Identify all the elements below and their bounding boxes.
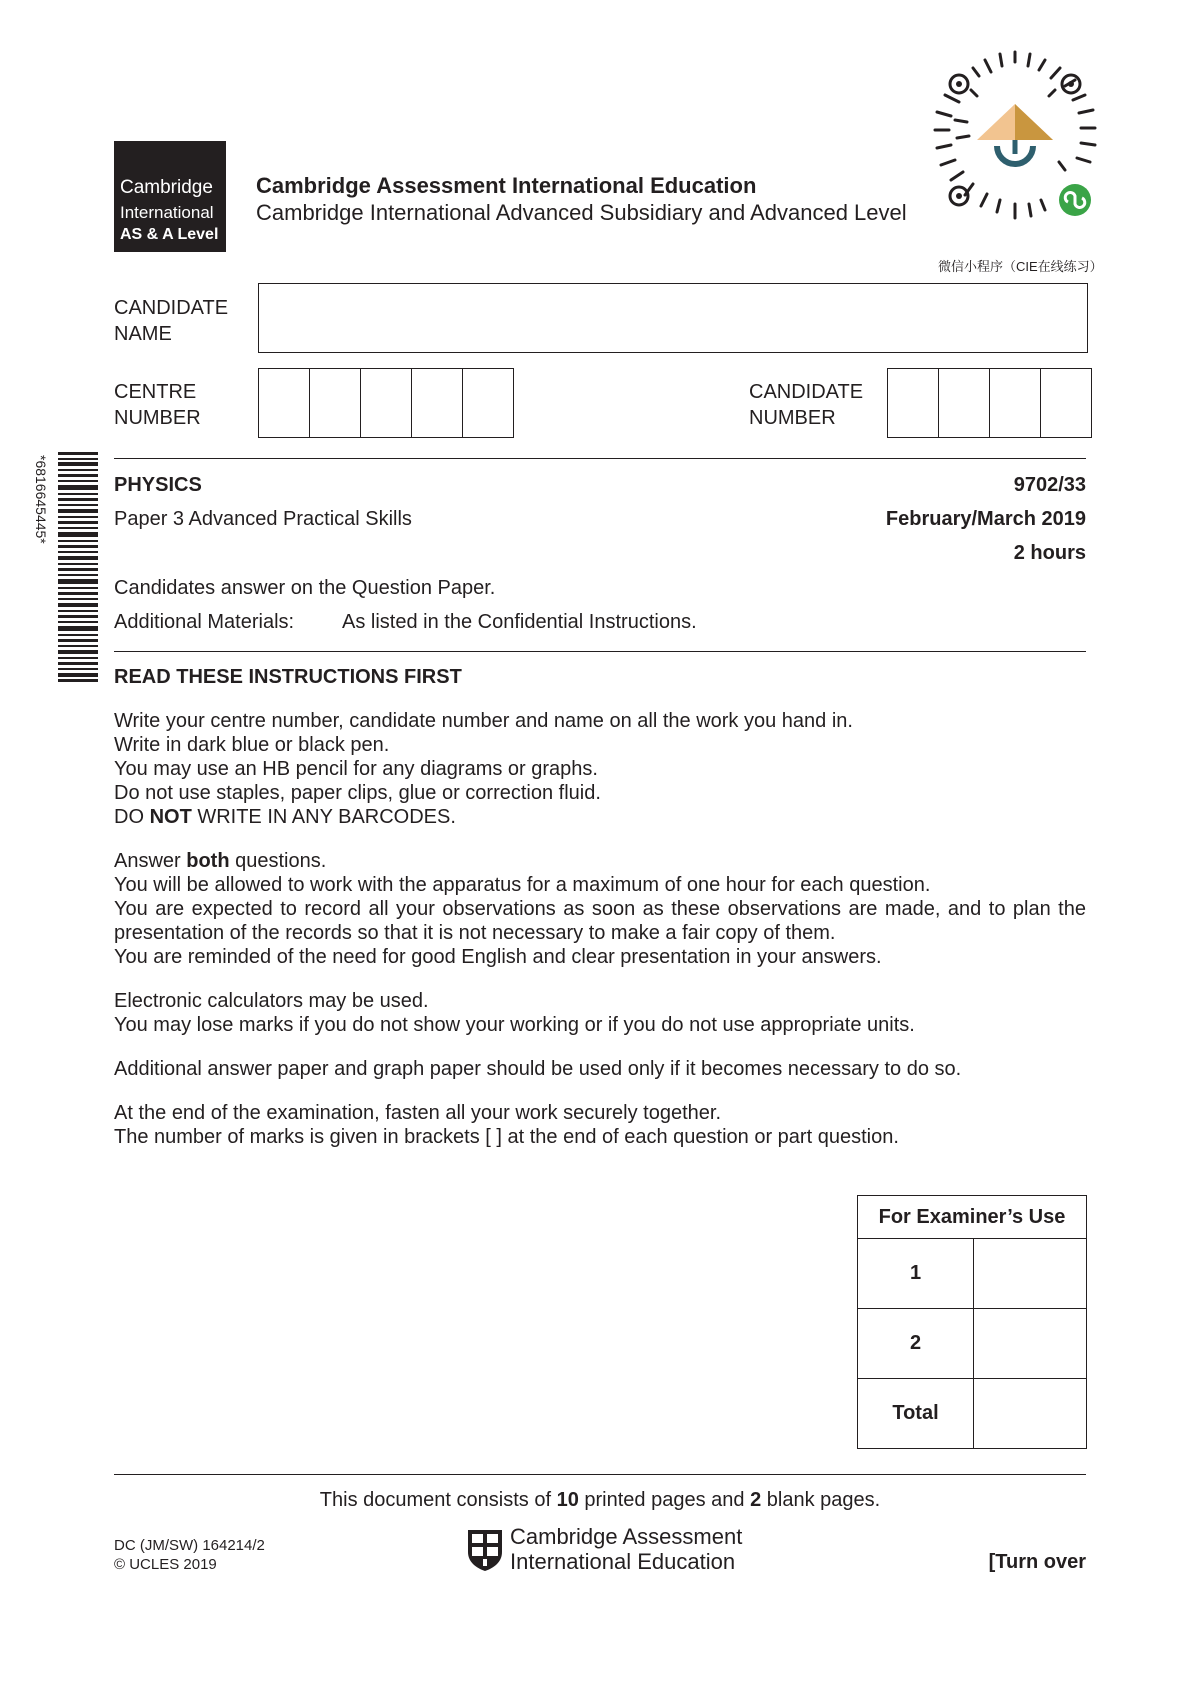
cambridge-crest-icon	[466, 1528, 504, 1572]
footer-logo-line-2: International Education	[510, 1549, 736, 1574]
instructions-body	[114, 709, 1086, 1149]
exam-session: February/March 2019	[885, 508, 1086, 530]
candidate-number-field[interactable]	[888, 368, 1092, 438]
examiner-table-header: For Examiner’s Use	[858, 1196, 1087, 1239]
examiner-row-label: Total	[858, 1379, 974, 1449]
instruction-line: Additional answer paper and graph paper should be used only if it becomes necessary to do so.	[114, 1058, 962, 1080]
candidate-number-cell[interactable]	[989, 368, 1041, 438]
subject-title: PHYSICS	[114, 474, 202, 496]
instruction-line: Do not use staples, paper clips, glue or correction fluid.	[114, 782, 601, 804]
candidate-number-cell[interactable]	[1040, 368, 1092, 438]
centre-number-cell[interactable]	[360, 368, 412, 438]
centre-number-cell[interactable]	[462, 368, 514, 438]
page-count-note: This document consists of 10 printed pages and 2 blank pages.	[319, 1489, 881, 1511]
logo-line-1: Cambridge	[120, 177, 213, 198]
cambridge-logo	[114, 141, 226, 252]
instruction-line: At the end of the examination, fasten all your work securely together.	[114, 1102, 722, 1124]
answer-on-note: Candidates answer on the Question Paper.	[114, 577, 496, 599]
examiner-mark-cell[interactable]	[974, 1239, 1087, 1309]
centre-number-cell[interactable]	[309, 368, 361, 438]
candidate-number-cell[interactable]	[887, 368, 939, 438]
footer-logo-text	[510, 1524, 742, 1574]
qr-caption: 微信小程序（CIE在线练习）	[938, 259, 1103, 274]
instruction-line: You are reminded of the need for good English and clear presentation in your answers.	[114, 946, 882, 968]
footer-ref-block	[114, 1536, 265, 1574]
instruction-line: You are expected to record all your observations as soon as these observations are made, and to plan the	[114, 898, 1086, 920]
copyright: © UCLES 2019	[114, 1556, 217, 1573]
examiner-mark-cell[interactable]	[974, 1379, 1087, 1449]
materials-value: As listed in the Confidential Instructions.	[342, 611, 697, 633]
instruction-line: Write your centre number, candidate number and name on all the work you hand in.	[114, 710, 853, 732]
paper-code: 9702/33	[1013, 474, 1086, 496]
candidate-number-cell[interactable]	[938, 368, 990, 438]
instruction-line: You may lose marks if you do not show your working or if you do not use appropriate units.	[114, 1014, 915, 1036]
instruction-line: DO NOT WRITE IN ANY BARCODES.	[114, 806, 456, 828]
footer-logo-line-1: Cambridge Assessment	[510, 1524, 743, 1549]
divider	[114, 651, 1086, 652]
org-subtitle: Cambridge International Advanced Subsidiary and Advanced Level	[256, 200, 907, 225]
paper-title: Paper 3 Advanced Practical Skills	[114, 508, 412, 530]
examiner-row-label: 2	[858, 1309, 974, 1379]
divider	[114, 458, 1086, 459]
exam-duration: 2 hours	[1013, 542, 1086, 564]
instruction-line: Answer both questions.	[114, 850, 327, 872]
centre-number-label: CENTRE NUMBER	[114, 381, 201, 429]
instruction-line: You will be allowed to work with the apparatus for a maximum of one hour for each question.	[114, 874, 931, 896]
org-title: Cambridge Assessment International Education	[256, 173, 757, 198]
instruction-line: You may use an HB pencil for any diagrams or graphs.	[114, 758, 598, 780]
candidate-number-label: CANDIDATE NUMBER	[749, 381, 864, 429]
centre-number-cell[interactable]	[258, 368, 310, 438]
barcode-digits: *6816645445*	[33, 455, 49, 544]
centre-number-cell[interactable]	[411, 368, 463, 438]
examiner-mark-cell[interactable]	[974, 1309, 1087, 1379]
logo-line-3: AS & A Level	[120, 226, 219, 243]
document-ref: DC (JM/SW) 164214/2	[114, 1537, 265, 1554]
instruction-line: The number of marks is given in brackets [ ] at the end of each question or part question.	[114, 1126, 899, 1148]
divider	[114, 1474, 1086, 1475]
turn-over: [Turn over	[988, 1551, 1086, 1573]
logo-line-2: International	[120, 203, 214, 222]
qr-code-icon	[925, 50, 1105, 230]
candidate-name-field[interactable]	[258, 283, 1088, 353]
instruction-line: Write in dark blue or black pen.	[114, 734, 390, 756]
examiner-use-table	[857, 1195, 1087, 1449]
instructions-heading: READ THESE INSTRUCTIONS FIRST	[114, 666, 462, 688]
examiner-row-label: 1	[858, 1239, 974, 1309]
candidate-name-label: CANDIDATE NAME	[114, 297, 229, 345]
centre-number-field[interactable]	[259, 368, 514, 438]
materials-label: Additional Materials:	[114, 611, 295, 633]
instruction-line: presentation of the records so that it is not necessary to make a fair copy of them.	[114, 922, 836, 944]
instruction-line: Electronic calculators may be used.	[114, 990, 429, 1012]
